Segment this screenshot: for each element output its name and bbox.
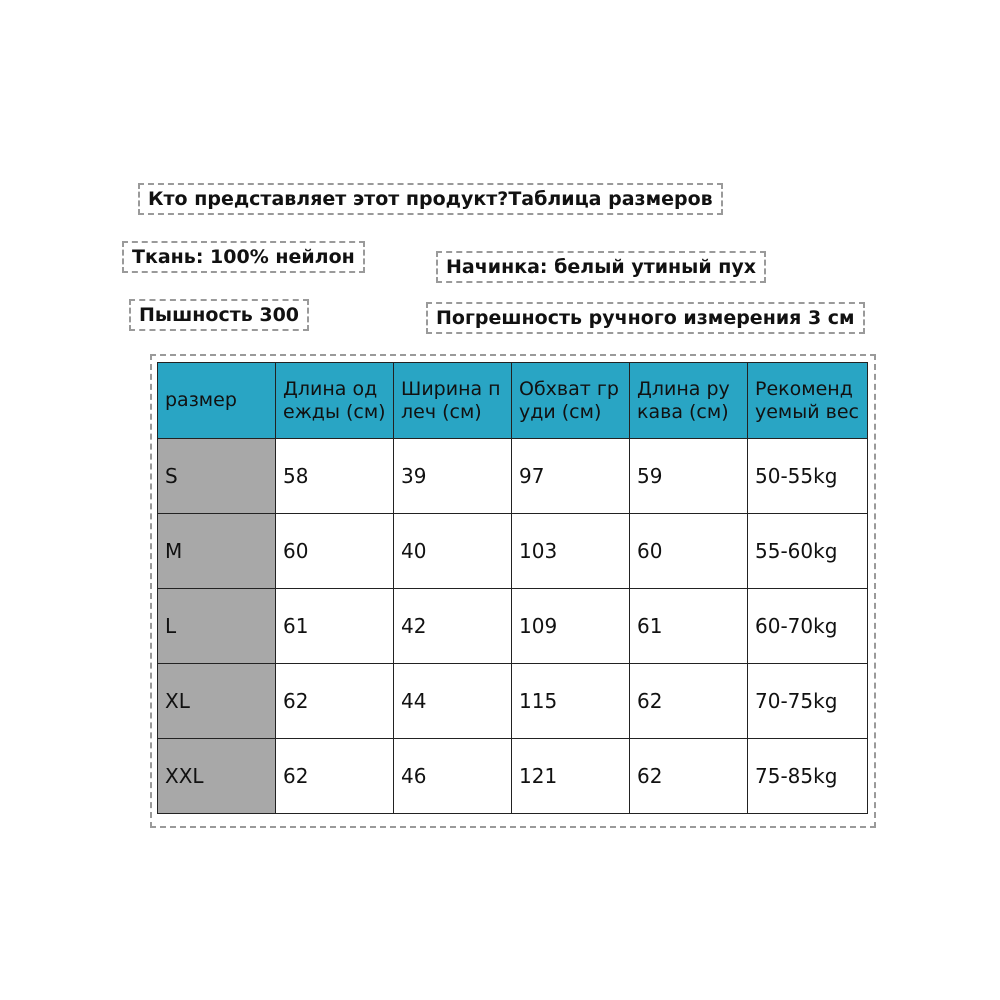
table-cell: 46 [394,739,512,814]
header-shoulder-width: Ширина плеч (см) [394,363,512,439]
filling-label: Начинка: белый утиный пух [436,251,766,283]
fill-power-label: Пышность 300 [129,299,309,331]
table-cell: 62 [276,664,394,739]
header-chest-girth: Обхват груди (см) [512,363,630,439]
table-header-row [158,363,868,439]
table-cell: 62 [630,664,748,739]
table-cell: 60-70kg [748,589,868,664]
table-cell: 42 [394,589,512,664]
table-cell: 62 [630,739,748,814]
size-chart-title: Кто представляет этот продукт?Таблица размеров [138,183,723,215]
table-row [158,514,868,589]
table-cell: 61 [630,589,748,664]
header-recommended-weight: Рекомендуемый вес [748,363,868,439]
table-cell: 60 [276,514,394,589]
size-cell: XL [158,664,276,739]
size-cell: S [158,439,276,514]
table-cell: 103 [512,514,630,589]
table-cell: 39 [394,439,512,514]
table-cell: 61 [276,589,394,664]
table-cell: 62 [276,739,394,814]
table-row [158,664,868,739]
table-cell: 55-60kg [748,514,868,589]
table-cell: 75-85kg [748,739,868,814]
table-cell: 50-55kg [748,439,868,514]
table-cell: 44 [394,664,512,739]
table-cell: 40 [394,514,512,589]
size-cell: XXL [158,739,276,814]
table-cell: 97 [512,439,630,514]
header-garment-length: Длина одежды (см) [276,363,394,439]
table-row [158,739,868,814]
table-row [158,589,868,664]
table-cell: 109 [512,589,630,664]
table-cell: 121 [512,739,630,814]
table-cell: 70-75kg [748,664,868,739]
table-cell: 115 [512,664,630,739]
table-cell: 58 [276,439,394,514]
table-cell: 59 [630,439,748,514]
measurement-error-label: Погрешность ручного измерения 3 см [426,302,865,334]
table-cell: 60 [630,514,748,589]
header-sleeve-length: Длина рукава (см) [630,363,748,439]
size-cell: L [158,589,276,664]
header-size: размер [158,363,276,439]
fabric-label: Ткань: 100% нейлон [122,241,365,273]
table-row [158,439,868,514]
size-cell: M [158,514,276,589]
size-table [157,362,868,814]
